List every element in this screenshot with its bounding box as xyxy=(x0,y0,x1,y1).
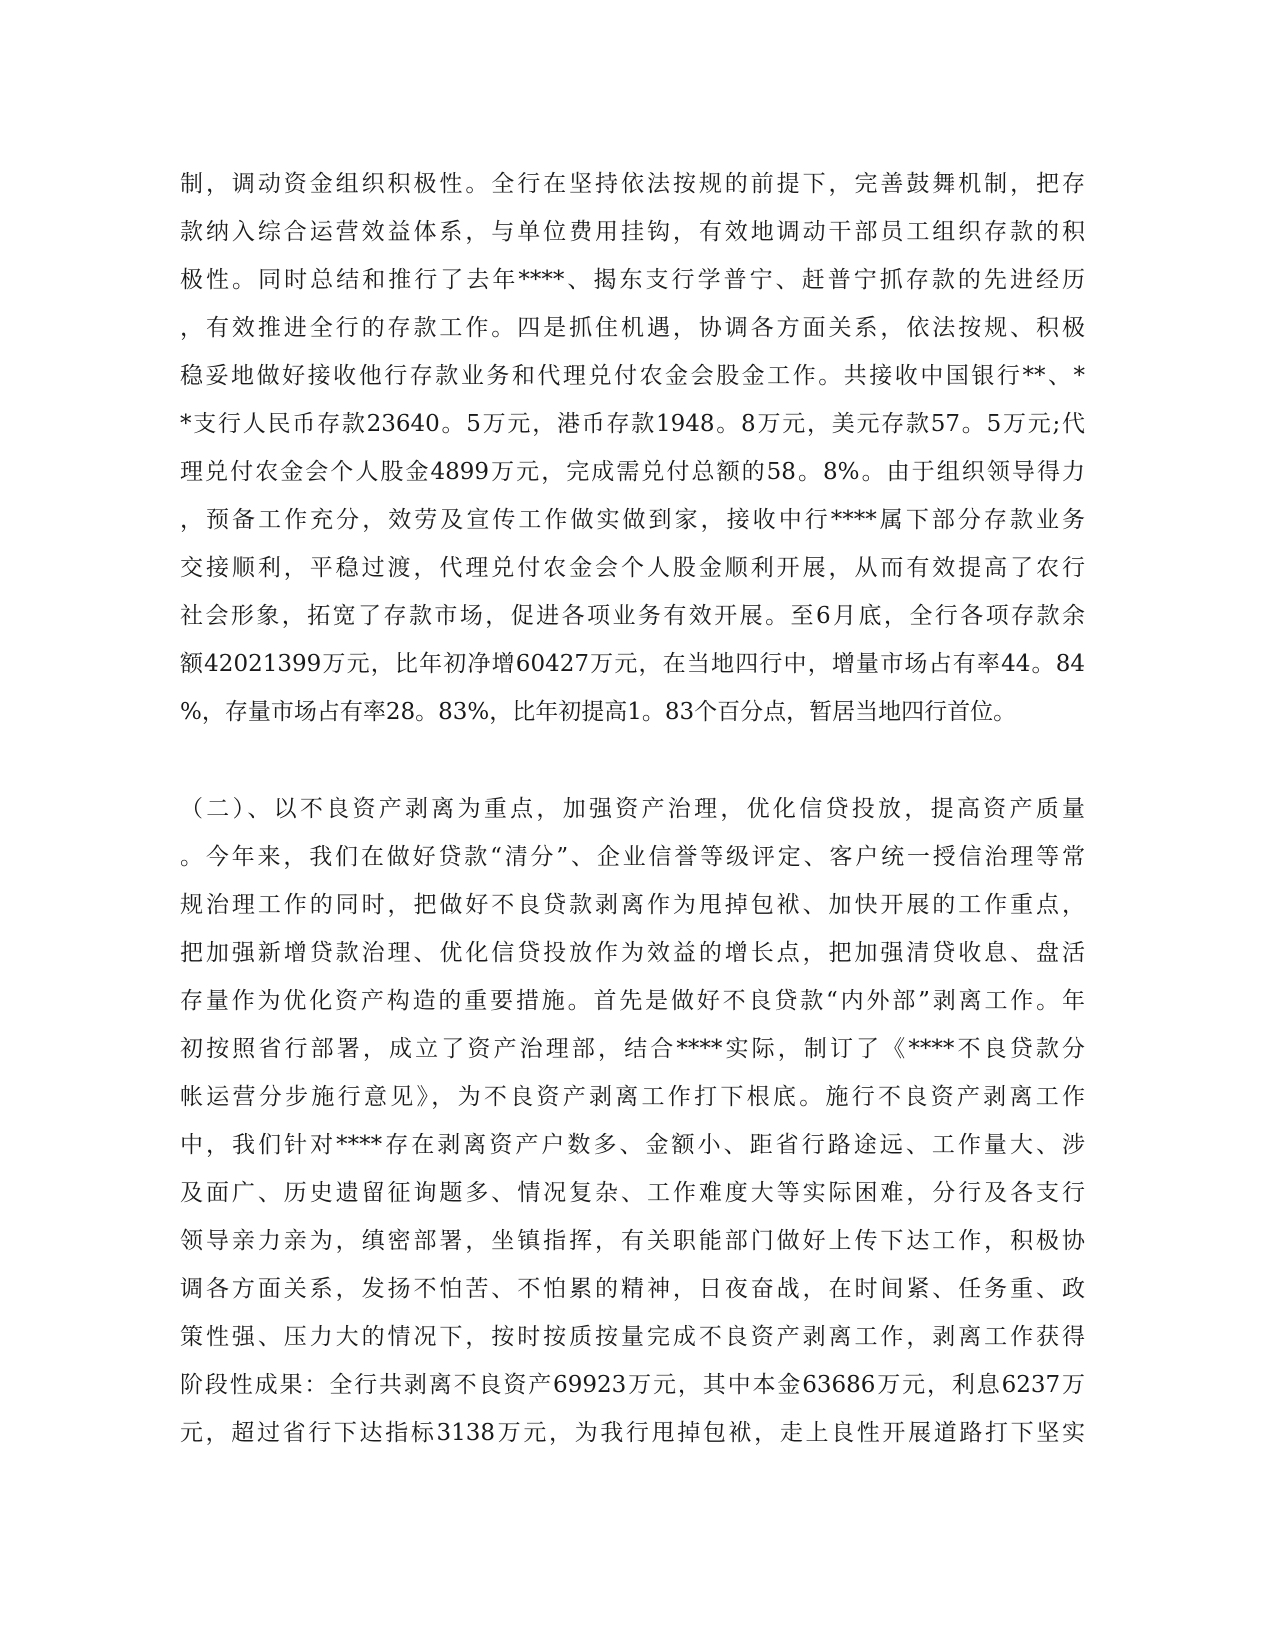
text-line: 规治理工作的同时，把做好不良贷款剥离作为甩掉包袱、加快开展的工作重点， xyxy=(180,892,1085,918)
text-line: 领导亲力亲为，缜密部署，坐镇指挥，有关职能部门做好上传下达工作，积极协 xyxy=(180,1228,1085,1254)
text-line: 把加强新增贷款治理、优化信贷投放作为效益的增长点，把加强清贷收息、盘活 xyxy=(180,940,1085,966)
text-line: *支行人民币存款23640。5万元，港币存款1948。8万元，美元存款57。5万元;代 xyxy=(180,411,1085,437)
text-line: 存量作为优化资产构造的重要措施。首先是做好不良贷款“内外部”剥离工作。年 xyxy=(180,988,1085,1014)
text-line: ，有效推进全行的存款工作。四是抓住机遇，协调各方面关系，依法按规、积极 xyxy=(180,315,1085,341)
text-line: 帐运营分步施行意见》，为不良资产剥离工作打下根底。施行不良资产剥离工作 xyxy=(180,1084,1085,1110)
text-line: 阶段性成果：全行共剥离不良资产69923万元，其中本金63686万元，利息6237万 xyxy=(180,1372,1085,1398)
text-line: 理兑付农金会个人股金4899万元，完成需兑付总额的58。8%。由于组织领导得力 xyxy=(180,459,1085,485)
text-line: 额42021399万元，比年初净增60427万元，在当地四行中，增量市场占有率44。84 xyxy=(180,651,1085,677)
text-line: 款纳入综合运营效益体系，与单位费用挂钩，有效地调动干部员工组织存款的积 xyxy=(180,219,1085,245)
text-line: 。今年来，我们在做好贷款“清分”、企业信誉等级评定、客户统一授信治理等常 xyxy=(180,844,1085,870)
paragraph-asset-management xyxy=(180,785,1085,1457)
text-line: 调各方面关系，发扬不怕苦、不怕累的精神，日夜奋战，在时间紧、任务重、政 xyxy=(180,1276,1085,1302)
paragraph-spacer xyxy=(180,736,1085,785)
text-line: ，预备工作充分，效劳及宣传工作做实做到家，接收中行****属下部分存款业务 xyxy=(180,507,1085,533)
text-line: 交接顺利，平稳过渡，代理兑付农金会个人股金顺利开展，从而有效提高了农行 xyxy=(180,555,1085,581)
text-line: 初按照省行部署，成立了资产治理部，结合****实际，制订了《****不良贷款分 xyxy=(180,1036,1085,1062)
text-line: 及面广、历史遗留征询题多、情况复杂、工作难度大等实际困难，分行及各支行 xyxy=(180,1180,1085,1206)
text-line: 中，我们针对****存在剥离资产户数多、金额小、距省行路途远、工作量大、涉 xyxy=(180,1132,1085,1158)
text-line: 制，调动资金组织积极性。全行在坚持依法按规的前提下，完善鼓舞机制，把存 xyxy=(180,171,1085,197)
paragraph-deposits xyxy=(180,160,1085,736)
document-page xyxy=(180,160,1085,1457)
text-line: 稳妥地做好接收他行存款业务和代理兑付农金会股金工作。共接收中国银行**、* xyxy=(180,363,1085,389)
text-line: 策性强、压力大的情况下，按时按质按量完成不良资产剥离工作，剥离工作获得 xyxy=(180,1324,1085,1350)
text-line: 元，超过省行下达指标3138万元，为我行甩掉包袱，走上良性开展道路打下坚实 xyxy=(180,1420,1085,1446)
text-line: %，存量市场占有率28。83%，比年初提高1。83个百分点，暂居当地四行首位。 xyxy=(180,699,1017,725)
text-line: 社会形象，拓宽了存款市场，促进各项业务有效开展。至6月底，全行各项存款余 xyxy=(180,603,1085,629)
text-line: 极性。同时总结和推行了去年****、揭东支行学普宁、赶普宁抓存款的先进经历 xyxy=(180,267,1085,293)
section-heading-line: （二）、以不良资产剥离为重点，加强资产治理，优化信贷投放，提高资产质量 xyxy=(180,796,1085,822)
